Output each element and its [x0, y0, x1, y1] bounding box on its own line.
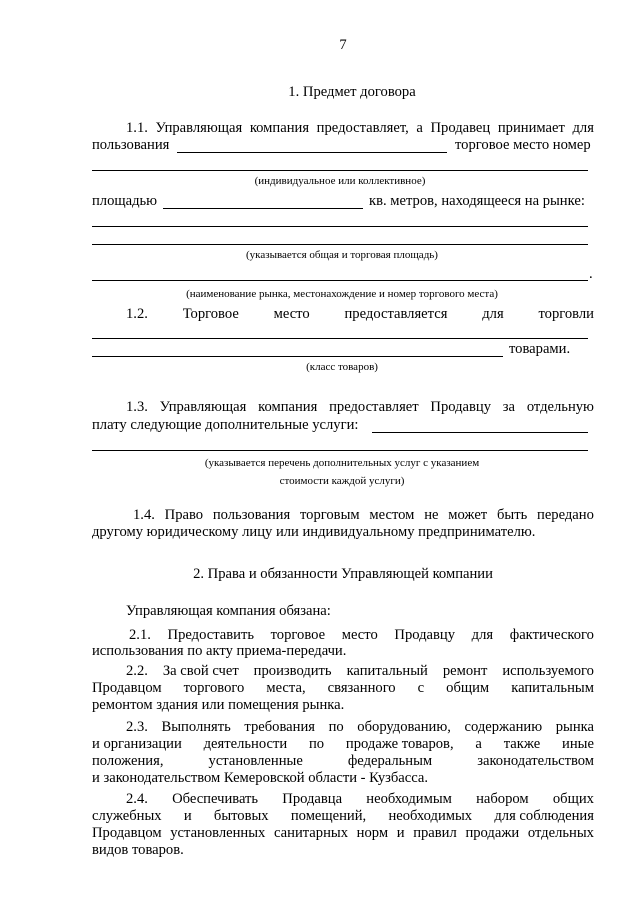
word: установленных — [170, 825, 266, 841]
clause-1-1-line-2-left: пользования — [92, 137, 170, 153]
word: торгового — [183, 680, 245, 696]
word: производить — [253, 663, 332, 679]
word: общим — [446, 680, 490, 696]
word: пользования — [212, 507, 291, 523]
hint-goods-class: (класс товаров) — [306, 361, 378, 373]
word: место — [273, 306, 310, 322]
word: также — [503, 736, 541, 752]
blank-market-name[interactable] — [92, 280, 588, 281]
blank-usage-type[interactable] — [177, 152, 447, 153]
word: необходимых — [388, 808, 473, 824]
word: и — [183, 808, 192, 824]
word: служебных — [92, 808, 162, 824]
clause-1-1-line-2-right: торговое место номер — [455, 137, 591, 153]
word: правил — [413, 825, 457, 841]
section-2-lead: Управляющая компания обязана: — [126, 603, 331, 619]
word: предоставляется — [344, 306, 448, 322]
word: Управляющая — [159, 399, 247, 415]
word: 2.4. — [126, 791, 148, 807]
word: фактического — [509, 627, 594, 643]
word: Предоставить — [167, 627, 254, 643]
word: 2.2. — [126, 663, 148, 679]
word: с — [417, 680, 425, 696]
word: место — [341, 627, 378, 643]
word: Продавцом — [92, 680, 162, 696]
word: для — [482, 306, 504, 322]
clause-2-1-line-2: использования по акту приема-передачи. — [92, 643, 347, 659]
clause-2-3-line-2 — [92, 736, 594, 753]
clause-2-4-line-3 — [92, 825, 594, 842]
clause-1-4-line-2: другому юридическому лицу или индивидуальному предпринимателю. — [92, 524, 536, 540]
word: и — [396, 825, 405, 841]
section-1-title: 1. Предмет договора — [288, 84, 416, 100]
word: капитальным — [511, 680, 594, 696]
clause-2-2-line-3: ремонтом здания или помещения рынка. — [92, 697, 345, 713]
word: может — [448, 507, 488, 523]
blank-market-line-1[interactable] — [92, 226, 588, 227]
word: а — [475, 736, 482, 752]
word: отдельных — [527, 825, 594, 841]
word: 1.3. — [126, 399, 148, 415]
blank-goods-line-1[interactable] — [92, 338, 588, 339]
word: Выполнять — [161, 719, 231, 735]
clause-1-3-line-1 — [126, 399, 594, 416]
word: места, — [266, 680, 306, 696]
word: по — [308, 736, 325, 752]
word: оборудованию, — [357, 719, 451, 735]
word: и организации — [92, 736, 182, 752]
word: а — [416, 120, 423, 136]
clause-2-1-line-1 — [129, 627, 594, 644]
word: торговли — [538, 306, 594, 322]
word: передано — [537, 507, 594, 523]
word: быть — [496, 507, 528, 523]
word: 1.4. — [133, 507, 155, 523]
blank-goods-line-2[interactable] — [92, 356, 503, 357]
clause-1-3-line-2: плату следующие дополнительные услуги: — [92, 417, 359, 433]
clause-2-4-line-2 — [92, 808, 594, 825]
word: рынка — [555, 719, 594, 735]
clause-1-2-goods: товарами. — [509, 341, 571, 357]
clause-1-4-line-1 — [133, 507, 594, 524]
clause-2-2-line-2 — [92, 680, 594, 697]
clause-1-1-area-right: кв. метров, находящееся на рынке: — [369, 193, 585, 209]
word: за — [502, 399, 516, 415]
word: норм — [356, 825, 389, 841]
word: 1.1. — [126, 120, 148, 136]
clause-1-2-line-1 — [126, 306, 594, 323]
word: Продавцу — [394, 627, 456, 643]
page-number: 7 — [339, 37, 347, 53]
word: капитальный — [346, 663, 428, 679]
clause-1-1-area-label: площадью — [92, 193, 158, 209]
clause-2-3-line-3 — [92, 753, 594, 770]
word: используемого — [502, 663, 594, 679]
word: отдельную — [526, 399, 594, 415]
word: Продавцом — [92, 825, 162, 841]
word: общих — [552, 791, 594, 807]
word: продажи — [465, 825, 520, 841]
word: ремонт — [442, 663, 488, 679]
word: Продавец — [430, 120, 491, 136]
word: торговым — [299, 507, 360, 523]
clause-2-3-line-1 — [126, 719, 594, 736]
word: федеральным — [347, 753, 433, 769]
word: требования — [244, 719, 315, 735]
word: для соблюдения — [494, 808, 594, 824]
word: компания — [258, 399, 318, 415]
word: набором — [476, 791, 529, 807]
word: принимает — [497, 120, 565, 136]
clause-2-3-line-4: и законодательством Кемеровской области - Кузбасса. — [92, 770, 429, 786]
clause-2-4-line-4: видов товаров. — [92, 842, 184, 858]
word: компания — [249, 120, 310, 136]
word: предоставляет, — [316, 120, 409, 136]
hint-market-name: (наименование рынка, местонахождение и номер торгового места) — [186, 288, 498, 300]
word: Право — [164, 507, 204, 523]
blank-area[interactable] — [163, 208, 363, 209]
word: За свой счет — [162, 663, 239, 679]
word: по — [328, 719, 344, 735]
hint-individual-collective: (индивидуальное или коллективное) — [254, 175, 426, 187]
word: помещений, — [290, 808, 367, 824]
hint-area: (указывается общая и торговая площадь) — [246, 249, 438, 261]
word: Торговое — [182, 306, 239, 322]
word: торговое — [270, 627, 326, 643]
word: необходимым — [366, 791, 452, 807]
blank-services-2[interactable] — [92, 450, 588, 451]
word: предоставляет — [329, 399, 419, 415]
word: 2.3. — [126, 719, 148, 735]
word: не — [424, 507, 439, 523]
blank-services-1[interactable] — [372, 432, 588, 433]
word: положения, — [92, 753, 164, 769]
word: продаже товаров, — [345, 736, 454, 752]
clause-1-1-line-1 — [126, 120, 594, 137]
period: . — [589, 266, 593, 282]
blank-market-line-2[interactable] — [92, 244, 588, 245]
section-2-title: 2. Права и обязанности Управляющей компании — [193, 566, 493, 582]
word: для — [572, 120, 594, 136]
word: иные — [562, 736, 594, 752]
word: деятельности — [203, 736, 288, 752]
word: Управляющая — [155, 120, 243, 136]
word: Продавца — [282, 791, 343, 807]
clause-2-4-line-1 — [126, 791, 594, 808]
word: Обеспечивать — [172, 791, 259, 807]
word: установленные — [208, 753, 303, 769]
word: санитарных — [274, 825, 348, 841]
clause-2-2-line-1 — [126, 663, 594, 680]
hint-services-2: стоимости каждой услуги) — [279, 475, 405, 487]
word: 2.1. — [129, 627, 151, 643]
word: бытовых — [213, 808, 269, 824]
hint-services-1: (указывается перечень дополнительных услуг с указанием — [204, 457, 480, 469]
word: Продавцу — [430, 399, 492, 415]
word: содержанию — [464, 719, 543, 735]
word: 1.2. — [126, 306, 148, 322]
blank-place-number[interactable] — [92, 170, 588, 171]
word: для — [471, 627, 494, 643]
word: связанного — [327, 680, 396, 696]
word: законодательством — [477, 753, 594, 769]
word: местом — [369, 507, 415, 523]
